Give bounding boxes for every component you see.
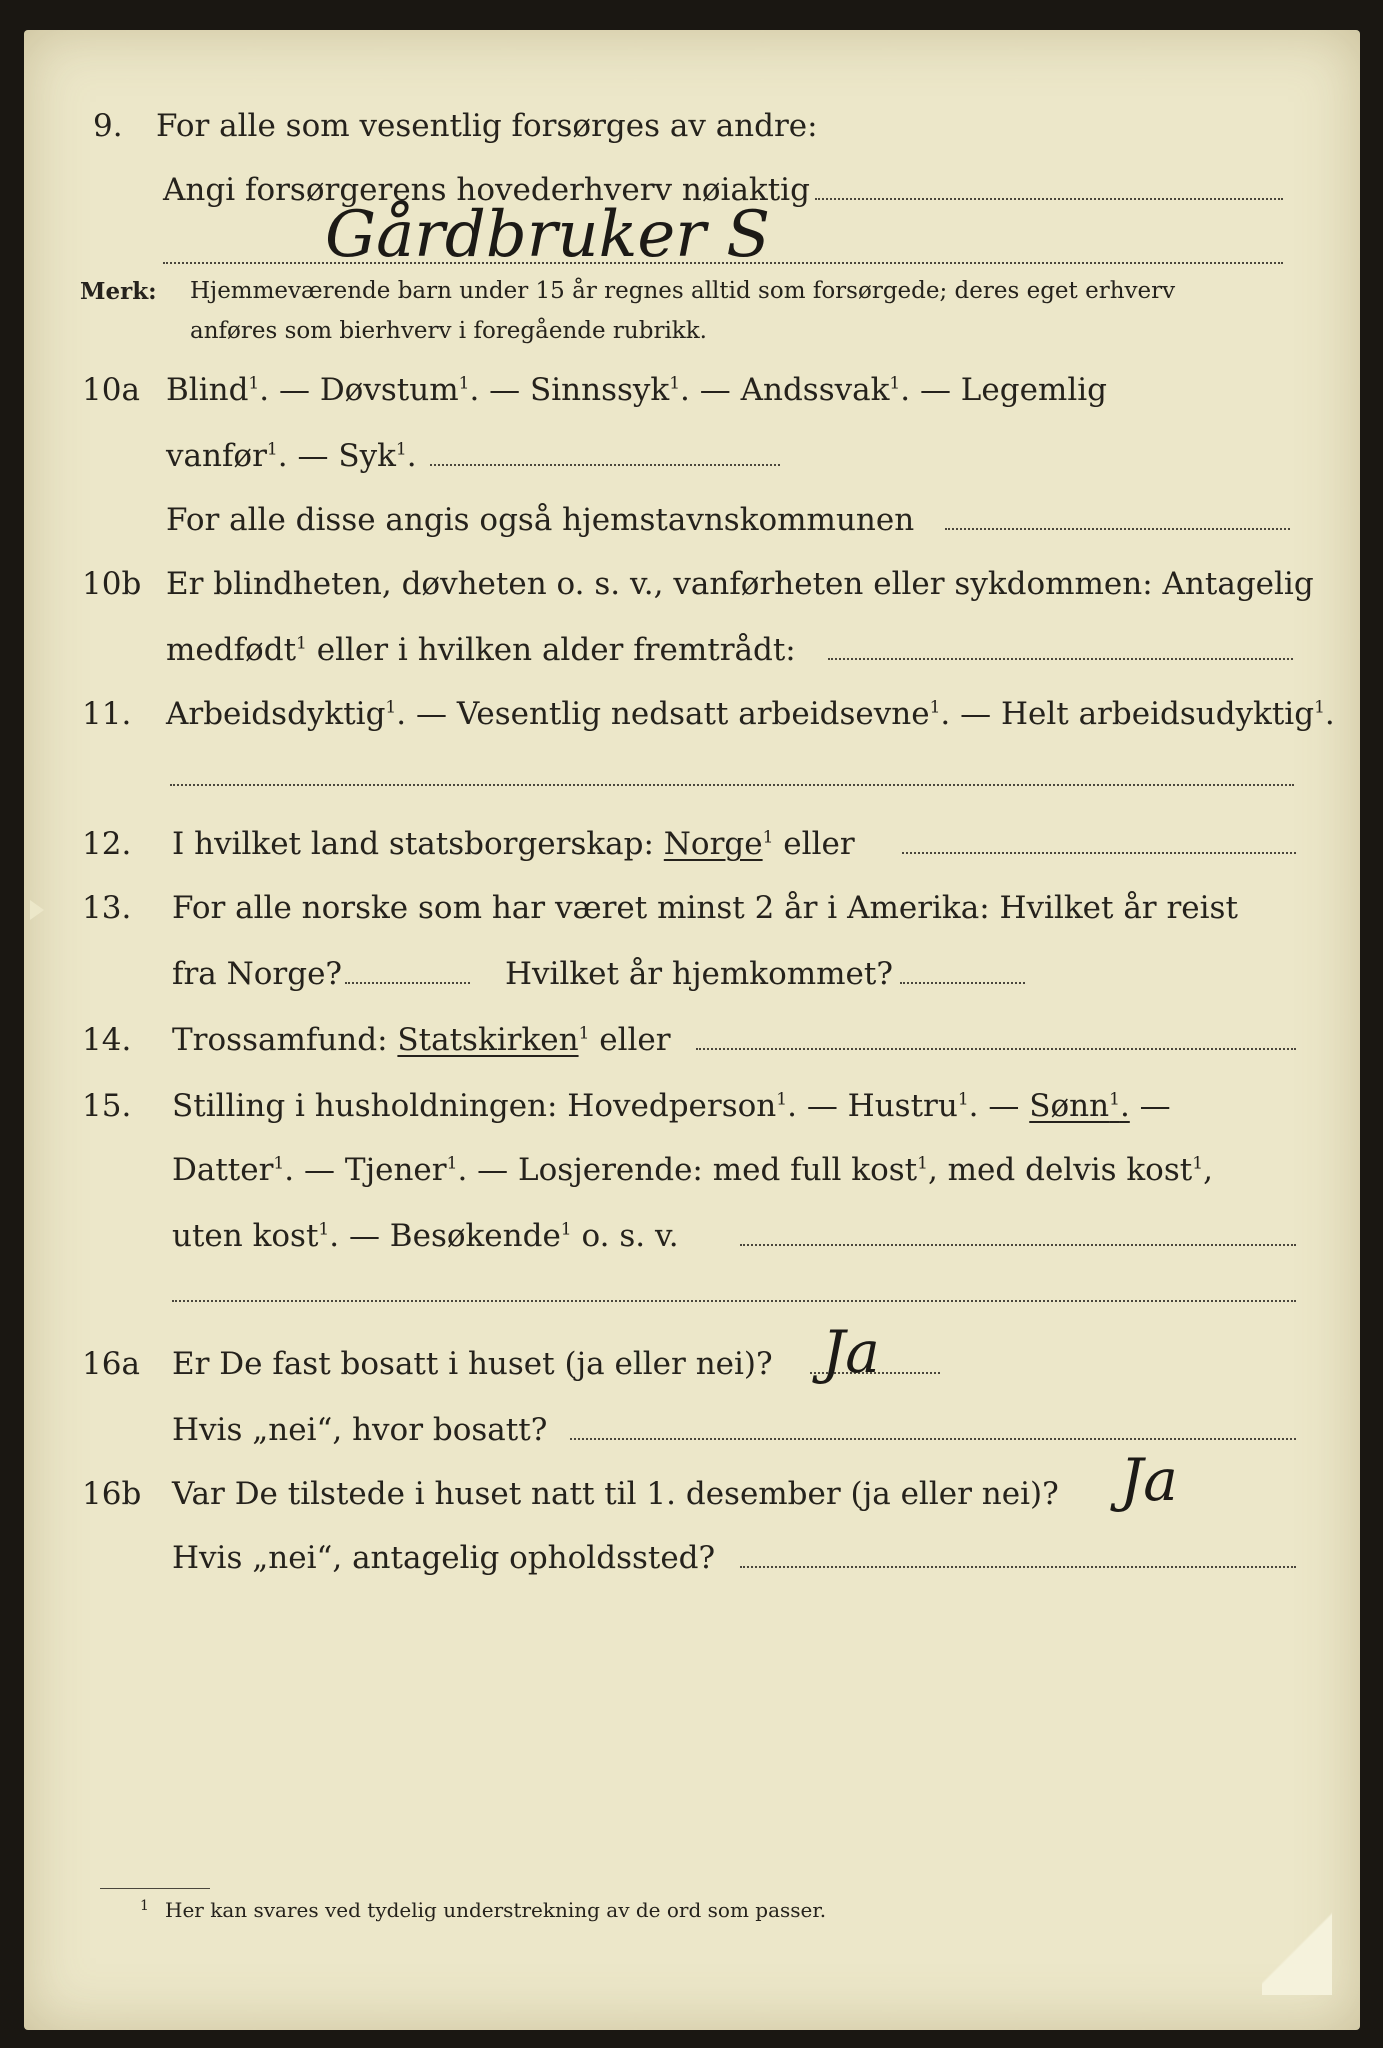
- q16a-bosatt-line[interactable]: [570, 1438, 1296, 1440]
- q15-osv: o. s. v.: [571, 1218, 679, 1254]
- opt-blind[interactable]: Blind: [166, 372, 249, 408]
- q14-answer-line[interactable]: [696, 1048, 1296, 1050]
- footnote-ref: 1: [669, 373, 681, 394]
- footnote-ref: 1: [266, 439, 278, 460]
- q14-number: 14.: [82, 1022, 132, 1058]
- footnote-ref: 1: [385, 697, 397, 718]
- opt-vanfor[interactable]: vanfør: [166, 438, 267, 474]
- opt-uten-kost[interactable]: uten kost: [172, 1218, 319, 1254]
- q10a-options-line-2: [166, 438, 417, 474]
- opt-full-kost[interactable]: . — Losjerende: med full kost: [457, 1152, 918, 1188]
- opt-syk[interactable]: . — Syk: [277, 438, 396, 474]
- footnote-ref: 1: [889, 373, 901, 394]
- opt-norge[interactable]: Norge: [663, 826, 763, 862]
- q13-reist-label: fra Norge?: [172, 956, 343, 992]
- period: .: [406, 438, 417, 474]
- q16b-number: 16b: [82, 1476, 142, 1512]
- q10b-number: 10b: [82, 566, 142, 602]
- opt-datter[interactable]: Datter: [172, 1152, 274, 1188]
- q10a-number: 10a: [82, 372, 140, 408]
- separator: . —: [968, 1088, 1020, 1124]
- opt-hovedperson[interactable]: Stilling i husholdningen: Hovedperson: [172, 1088, 777, 1124]
- q10a-hjemstavn-label: For alle disse angis også hjemstavnskommunen: [166, 502, 915, 538]
- footnote-ref: 1: [318, 1219, 330, 1240]
- q11-answer-line[interactable]: [170, 784, 1294, 786]
- opt-tjener[interactable]: . — Tjener: [284, 1152, 447, 1188]
- q9-answer-line[interactable]: [815, 198, 1283, 200]
- q12-label: I hvilket land statsborgerskap:: [172, 826, 654, 862]
- footnote-ref: 1: [917, 1153, 928, 1174]
- q12-number: 12.: [82, 826, 132, 862]
- footnote-ref: 1: [1314, 697, 1325, 718]
- q14-label: Trossamfund:: [172, 1022, 388, 1058]
- footnote-ref: 1: [1192, 1153, 1204, 1174]
- opt-medfodt[interactable]: medfødt: [166, 632, 297, 668]
- q12-eller: eller: [773, 826, 855, 862]
- opt-legemlig[interactable]: . — Legemlig: [900, 372, 1108, 408]
- merk-line-2: anføres som bierhverv i foregående rubrikk.: [190, 318, 707, 344]
- q15-line-1: [172, 1088, 1171, 1124]
- q10a-syk-line[interactable]: [430, 464, 780, 466]
- opt-statskirken[interactable]: Statskirken: [397, 1022, 579, 1058]
- footnote-rule: [100, 1888, 210, 1889]
- q9-answer-line-2[interactable]: [163, 262, 1283, 264]
- q9-number: 9.: [93, 108, 123, 144]
- footnote-text: Her kan svares ved tydelig understrekning av de ord som passer.: [165, 1898, 827, 1922]
- opt-besokende[interactable]: . — Besøkende: [329, 1218, 561, 1254]
- opt-andssvak[interactable]: . — Andssvak: [680, 372, 890, 408]
- q15-answer-line-2[interactable]: [172, 1300, 1296, 1302]
- q16a-number: 16a: [82, 1346, 140, 1382]
- footnote-ref: 1: [446, 1153, 458, 1174]
- q13-hjemkommet-label: Hvilket år hjemkommet?: [505, 956, 893, 992]
- footnote-ref: 1: [296, 633, 307, 654]
- q14-eller: eller: [589, 1022, 671, 1058]
- comma: ,: [1203, 1152, 1213, 1188]
- q16a-question: Er De fast bosatt i huset (ja eller nei)?: [172, 1346, 773, 1382]
- footnote-ref: 1: [395, 439, 407, 460]
- q13-reist-line[interactable]: [345, 982, 470, 984]
- opt-delvis-kost[interactable]: , med delvis kost: [927, 1152, 1193, 1188]
- opt-nedsatt-arbeidsevne[interactable]: . — Vesentlig nedsatt arbeidsevne: [396, 696, 930, 732]
- opt-dovstum[interactable]: . — Døvstum: [259, 372, 459, 408]
- q10a-hjemstavn-line[interactable]: [945, 528, 1290, 530]
- footnote-ref: 1: [273, 1153, 285, 1174]
- q10b-age-label: eller i hvilken alder fremtrådt:: [306, 632, 796, 668]
- q14-options: [172, 1022, 671, 1058]
- q9-title: For alle som vesentlig forsørges av andre:: [156, 108, 818, 144]
- opt-sonn[interactable]: Sønn$^1$.: [1029, 1088, 1130, 1124]
- footnote-ref: 1: [578, 1023, 590, 1044]
- q12-options: [172, 826, 855, 862]
- q12-answer-line[interactable]: [902, 852, 1296, 854]
- opt-hustru[interactable]: . — Hustru: [787, 1088, 958, 1124]
- footnote-ref: 1: [929, 697, 941, 718]
- q10b-line-2: [166, 632, 796, 668]
- footnote-mark: 1: [140, 1898, 149, 1914]
- q10b-age-line[interactable]: [828, 658, 1293, 660]
- separator: —: [1129, 1088, 1171, 1124]
- q16b-opholdssted-line[interactable]: [740, 1566, 1296, 1568]
- footnote-ref: 1: [560, 1219, 572, 1240]
- q10b-line-1: Er blindheten, døvheten o. s. v., vanførheten eller sykdommen: Antagelig: [166, 566, 1314, 602]
- q11-number: 11.: [82, 696, 132, 732]
- period: .: [1324, 696, 1335, 732]
- q10a-options-line-1: [166, 372, 1107, 408]
- opt-sinnssyk[interactable]: . — Sinnssyk: [469, 372, 670, 408]
- margin-arrow: [30, 900, 44, 920]
- q16b-opholdssted-label: Hvis „nei“, antagelig opholdssted?: [172, 1540, 716, 1576]
- footnote-ref: 1: [776, 1089, 788, 1110]
- q13-hjemkommet-line[interactable]: [900, 982, 1025, 984]
- q16a-handwritten-answer: Ja: [822, 1318, 880, 1386]
- q15-line-2: [172, 1152, 1213, 1188]
- q16a-bosatt-label: Hvis „nei“, hvor bosatt?: [172, 1412, 548, 1448]
- opt-arbeidsudyktig[interactable]: . — Helt arbeidsudyktig: [940, 696, 1315, 732]
- merk-label: Merk:: [80, 278, 157, 305]
- q16b-question: Var De tilstede i huset natt til 1. desember (ja eller nei)?: [172, 1476, 1059, 1512]
- footnote-ref: 1: [957, 1089, 969, 1110]
- q15-answer-line[interactable]: [740, 1244, 1296, 1246]
- q9-handwritten-answer: Gårdbruker S: [325, 198, 771, 272]
- footnote-ref: 1: [248, 373, 260, 394]
- q13-line-1: For alle norske som har været minst 2 år i Amerika: Hvilket år reist: [172, 890, 1238, 926]
- q15-number: 15.: [82, 1088, 132, 1124]
- footnote-ref: 1: [762, 827, 774, 848]
- q9-label: Angi forsørgerens hovederhverv nøiaktig: [163, 172, 810, 208]
- q16b-handwritten-answer: Ja: [1120, 1446, 1178, 1514]
- merk-line-1: Hjemmeværende barn under 15 år regnes alltid som forsørgede; deres eget erhverv: [190, 278, 1176, 304]
- opt-arbeidsdyktig[interactable]: Arbeidsdyktig: [166, 696, 386, 732]
- footnote-ref: 1: [458, 373, 470, 394]
- q11-options: [166, 696, 1335, 732]
- q15-line-3: [172, 1218, 679, 1254]
- q13-number: 13.: [82, 890, 132, 926]
